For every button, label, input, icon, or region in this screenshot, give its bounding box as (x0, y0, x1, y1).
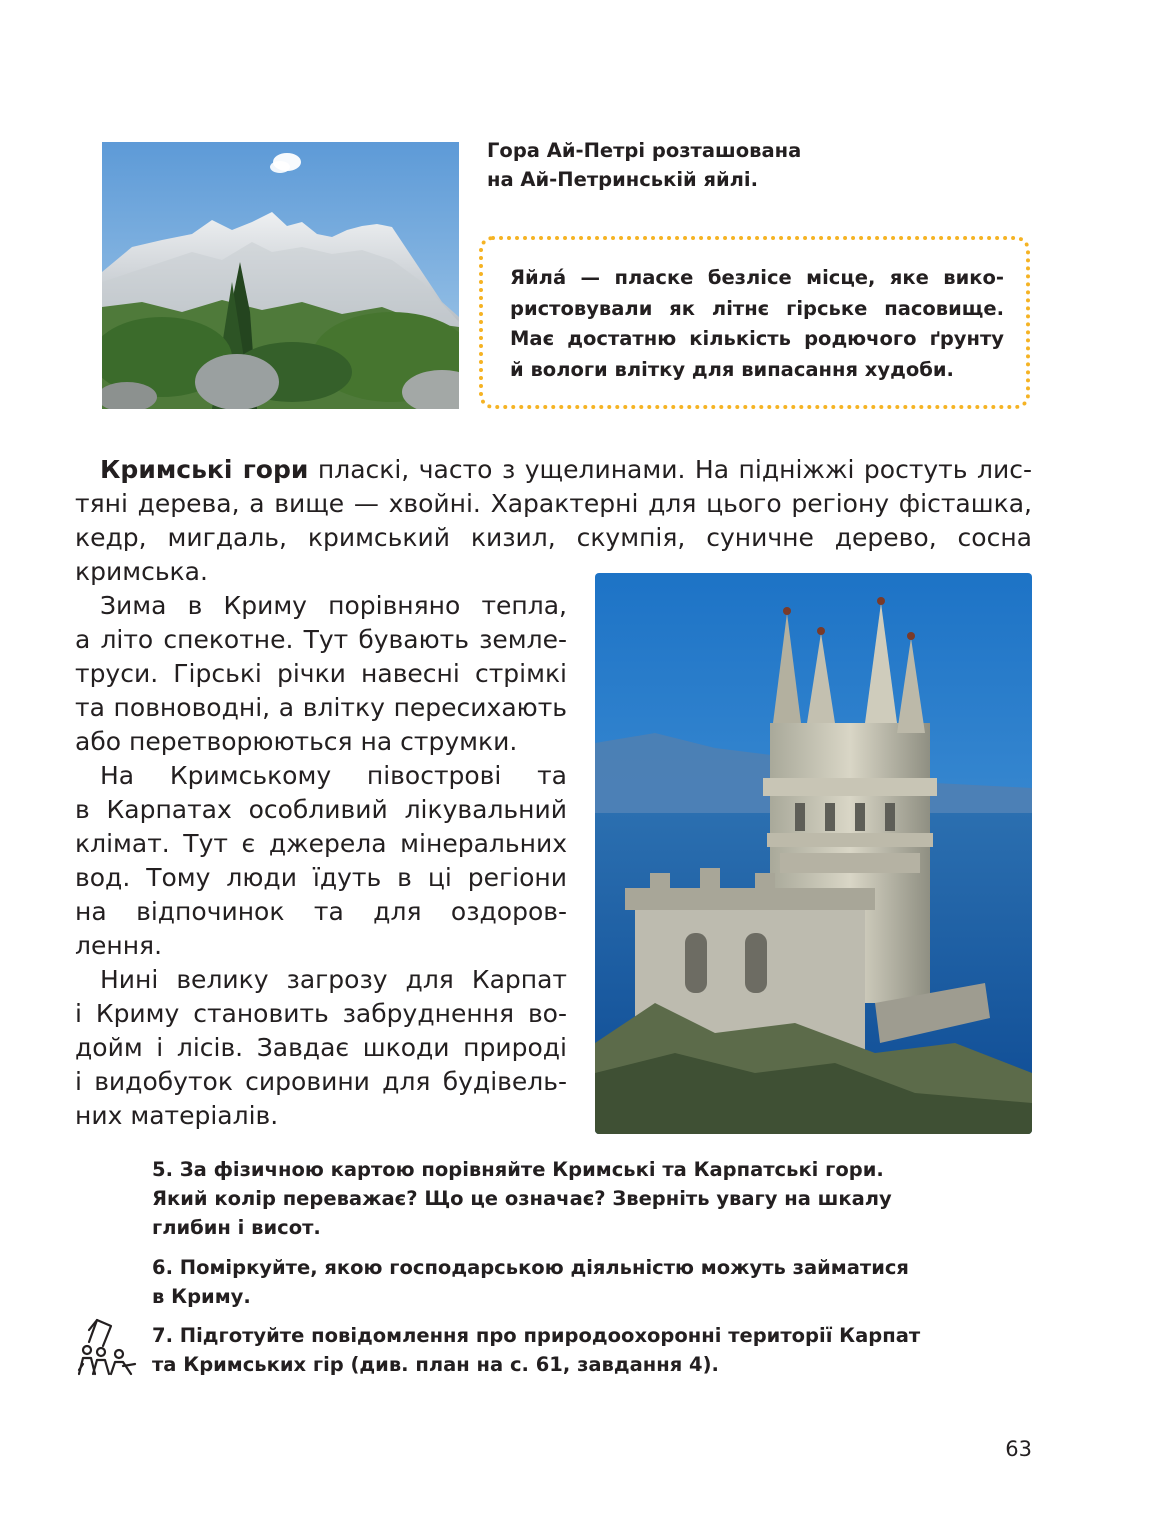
text-line (75, 453, 1032, 487)
definition-line: й вологи влітку для випасання худоби. (510, 357, 954, 381)
definition-line-text: — пласке безлісе місце, яке вико- (566, 266, 1004, 289)
text-line: труси. Гірські річки навесні стрімкі (75, 659, 567, 688)
text-line: дойм і лісів. Завдає шкоди природі (75, 1033, 567, 1062)
task-line: та Кримських гір (див. план на с. 61, завдання 4). (152, 1353, 719, 1376)
task-text: Підготуйте повідомлення про природоохоронні території Карпат (172, 1324, 921, 1347)
text-line: і Криму становить забруднення во- (75, 999, 567, 1028)
task-number: 7. (152, 1324, 173, 1347)
paragraph-resorts (75, 759, 567, 963)
left-column-text (75, 589, 567, 1133)
task-line (152, 1253, 1012, 1282)
text-line: вод. Тому люди їдуть в ці регіони (75, 863, 567, 892)
definition-line: Має достатню кількість родючого ґрунту (510, 327, 1004, 350)
definition-line: ристовували як літнє гірське пасовище. (510, 296, 1004, 320)
task-text: Поміркуйте, якою господарською діяльністю можуть займатися (172, 1256, 909, 1279)
text-line: кримська. (75, 557, 208, 586)
group-project-icon (75, 1316, 139, 1378)
task-line: в Криму. (152, 1285, 251, 1308)
text-line: в Карпатах особливий лікувальний (75, 795, 567, 824)
text-line: лення. (75, 931, 163, 960)
task-line (152, 1321, 1012, 1350)
text-line: і видобуток сировини для будівель- (75, 1067, 567, 1096)
paragraph-threats (75, 963, 567, 1133)
text-line: На Кримському півострові та (100, 761, 567, 790)
text-line: на відпочинок та для оздоров- (75, 897, 567, 926)
task-number: 5. (152, 1158, 173, 1181)
task-number: 6. (152, 1256, 173, 1279)
task-7 (152, 1321, 1012, 1379)
text-line: них матеріалів. (75, 1101, 279, 1130)
caption-line: на Ай-Петринській яйлі. (487, 168, 759, 191)
text-line: та повноводні, а влітку пересихають (75, 693, 567, 722)
text-line: кедр, мигдаль, кримський кизил, скумпія, суничне дерево, сосна (75, 523, 1032, 552)
text-line: клімат. Тут є джерела мінеральних (75, 829, 567, 858)
swallows-nest-photo (595, 573, 1032, 1134)
task-line: глибин і висот. (152, 1216, 321, 1239)
lead-term: Кримські гори (100, 455, 309, 484)
paragraph-crimean-mountains (75, 453, 1032, 589)
definition-line (510, 263, 1004, 294)
text-line: тяні дерева, а вище — хвойні. Характерні для цього регіону фісташка, (75, 489, 1032, 518)
task-text: За фізичною картою порівняйте Кримські та Карпатські гори. (172, 1158, 884, 1181)
paragraph-climate (75, 589, 567, 759)
ai-petri-photo (102, 142, 459, 409)
text-line: Нині велику загрозу для Карпат (100, 965, 567, 994)
caption-line: Гора Ай-Петрі розташована (487, 139, 802, 162)
page-number: 63 (1005, 1437, 1032, 1461)
text-span: пласкі, часто з ущелинами. На підніжжі ростуть лис- (308, 455, 1032, 484)
definition-text (510, 263, 1004, 385)
photo-caption (487, 136, 907, 194)
text-line: або перетворюються на струмки. (75, 727, 518, 756)
task-5 (152, 1155, 1012, 1242)
task-6 (152, 1253, 1012, 1311)
text-line: а літо спекотне. Тут бувають земле- (75, 625, 567, 654)
task-line: Який колір переважає? Що це означає? Зверніть увагу на шкалу (152, 1187, 892, 1210)
text-line: Зима в Криму порівняно тепла, (100, 591, 567, 620)
task-line (152, 1155, 1012, 1184)
definition-term: Яйла́ (510, 266, 567, 289)
